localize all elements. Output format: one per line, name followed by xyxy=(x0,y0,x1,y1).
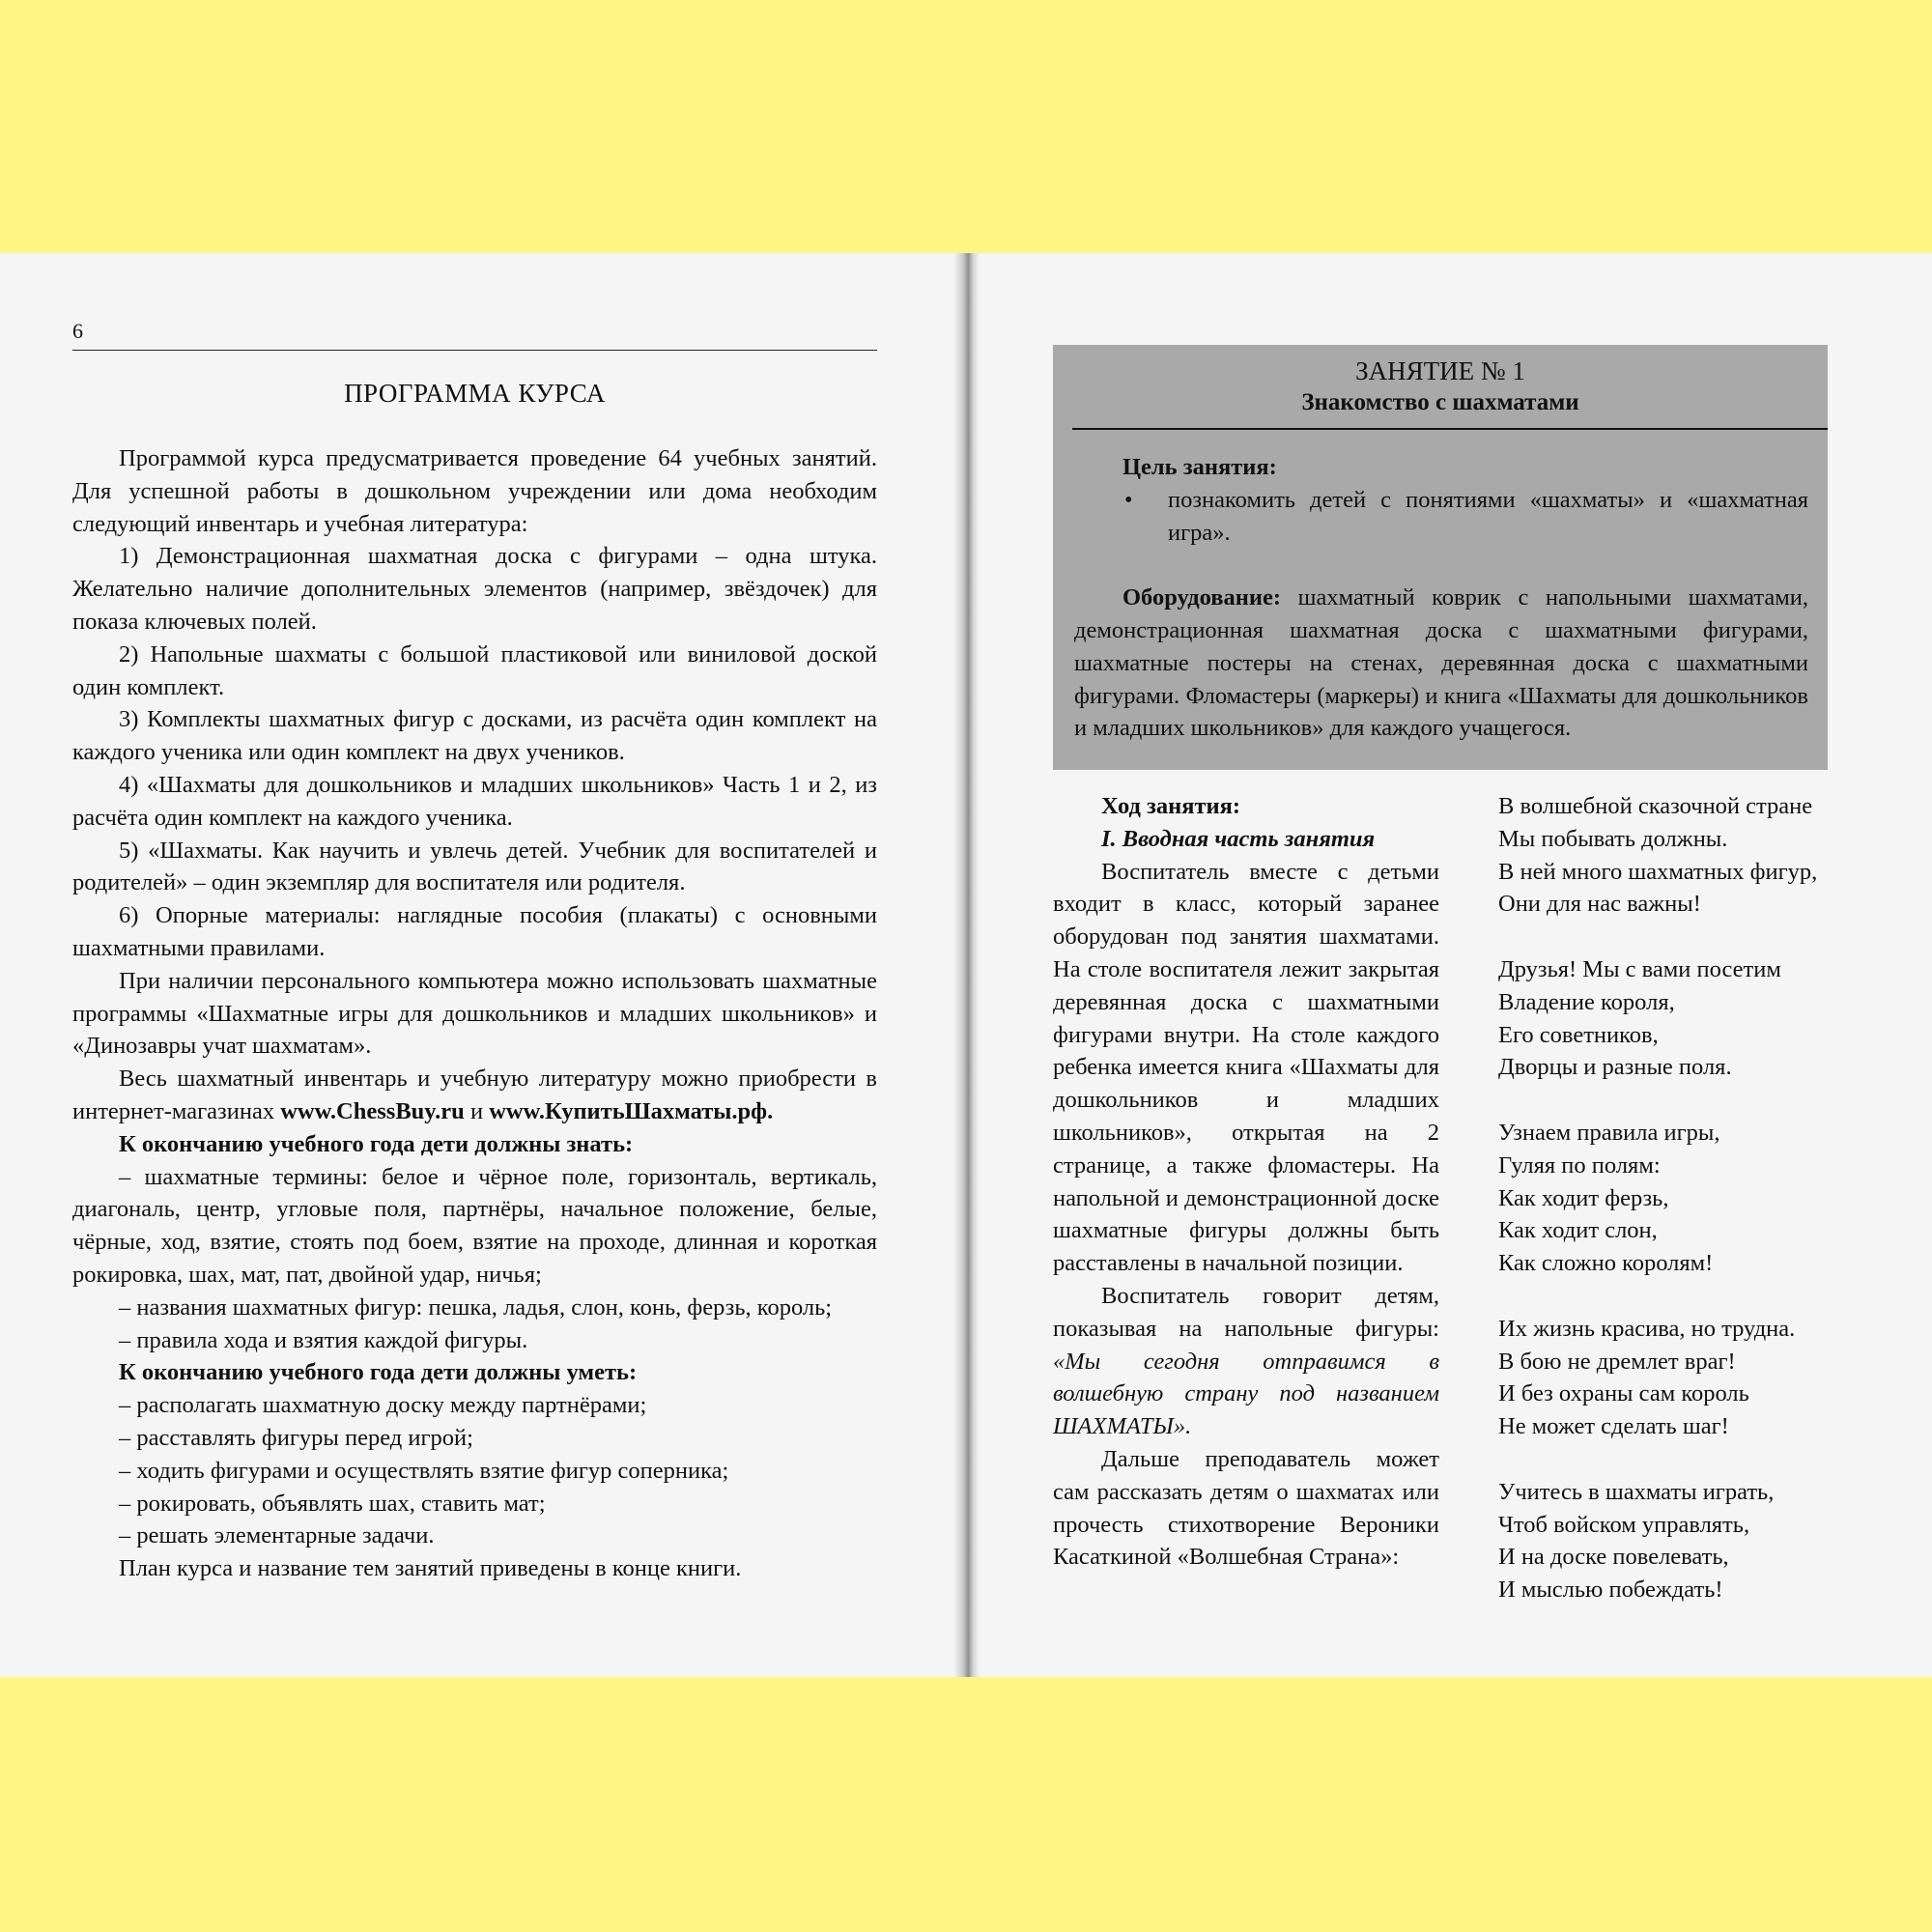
able-item: – ходить фигурами и осуществлять взятие фигур соперника; xyxy=(119,1457,729,1484)
poem-line: Как сложно королям! xyxy=(1498,1250,1714,1277)
computer-paragraph: При наличии персонального компьютера можно использовать шахматные программы «Шахматные игры для дошкольников и младших школьников» и «Динозавры учат шахматам». xyxy=(72,967,877,1060)
shop-link-chessbuy: www.ChessBuy.ru xyxy=(280,1097,465,1124)
list-item: 6) Опорные материалы: наглядные пособия (плакаты) с основными шахматными правилами. xyxy=(72,902,877,961)
poem-stanza xyxy=(1498,953,1865,1084)
poem-line: В волшебной сказочной стране xyxy=(1498,793,1813,819)
course-program-text xyxy=(72,442,877,1585)
lesson-paragraph: Воспитатель вместе с детьми входит в класс, который заранее оборудован под занятия шахматами. На столе воспитателя лежит закрытая деревянная доска с шахматными фигурами внутри. На столе каждого ребенка имеется книга «Шахматы для дошкольников и младших школьников», открытая на 2 странице, а также фломастеры. На напольной и демонстрационной доске шахматные фигуры должны быть расставлены в начальной позиции. xyxy=(1053,858,1439,1277)
closing-paragraph: План курса и название тем занятий приведены в конце книги. xyxy=(119,1555,742,1582)
list-item: 4) «Шахматы для дошкольников и младших школьников» Часть 1 и 2, из расчёта один комплект на каждого ученика. xyxy=(72,771,877,831)
poem-line: Гуляя по полям: xyxy=(1498,1151,1661,1179)
goal-label: Цель занятия: xyxy=(1122,454,1277,480)
poem-line: Чтоб войском управлять, xyxy=(1498,1511,1750,1538)
poem-line: И на доске повелевать, xyxy=(1498,1544,1729,1571)
poem-line: Учитесь в шахматы играть, xyxy=(1498,1478,1775,1505)
poem-stanza xyxy=(1498,790,1865,921)
book-gutter xyxy=(954,253,980,1677)
bullet-icon: • xyxy=(1124,486,1133,513)
page-number: 6 xyxy=(72,319,83,343)
know-item: – названия шахматных фигур: пешка, ладья, слон, конь, ферзь, король; xyxy=(119,1293,833,1321)
goal-text: познакомить детей с понятиями «шахматы» и «шахматная игра». xyxy=(1168,486,1808,546)
shop-and: и xyxy=(464,1097,490,1124)
able-item: – располагать шахматную доску между партнёрами; xyxy=(119,1392,647,1419)
lesson-rule xyxy=(1072,428,1828,430)
poem-line: Его советников, xyxy=(1498,1021,1659,1048)
know-item: – шахматные термины: белое и чёрное поле, горизонталь, вертикаль, диагональ, центр, угловые поля, партнёры, начальное положение, белые, чёрные, ход, взятие, стоять под боем, взятие на проходе, длинная и короткая рокировка, шах, мат, пат, двойной удар, ничья; xyxy=(72,1163,877,1288)
poem-line: Мы побывать должны. xyxy=(1498,825,1728,852)
header-rule xyxy=(72,350,877,351)
page-title: ПРОГРАММА КУРСА xyxy=(344,379,606,408)
list-item: 2) Напольные шахматы с большой пластиковой или виниловой доской один комплект. xyxy=(72,640,877,700)
course-label: Ход занятия: xyxy=(1101,793,1241,819)
shop-text: Весь шахматный инвентарь и учебную литературу можно приобрести в интернет-магазинах xyxy=(72,1065,877,1124)
poem-stanza xyxy=(1498,1117,1865,1280)
poem-line: В бою не дремлет враг! xyxy=(1498,1348,1736,1375)
poem-line: Узнаем правила игры, xyxy=(1498,1119,1720,1146)
lesson-info xyxy=(1074,451,1808,745)
poem-line: Как ходит слон, xyxy=(1498,1217,1658,1244)
lesson-title: ЗАНЯТИЕ № 1 xyxy=(1355,356,1525,385)
able-item: – расставлять фигуры перед игрой; xyxy=(119,1424,473,1451)
list-item: 5) «Шахматы. Как научить и увлечь детей. Учебник для воспитателей и родителей» – один экземпляр для воспитателя или родителя. xyxy=(72,837,877,896)
poem-stanza xyxy=(1498,1476,1865,1606)
part-label: I. Вводная часть занятия xyxy=(1101,825,1376,852)
poem-line: В ней много шахматных фигур, xyxy=(1498,858,1818,885)
poem-line: Как ходит ферзь, xyxy=(1498,1184,1669,1211)
shop-paragraph xyxy=(72,1063,877,1128)
poem-line: Владение короля, xyxy=(1498,988,1675,1015)
poem-column xyxy=(1498,790,1865,1639)
lesson-quote: «Мы сегодня отправимся в волшебную страну под названием ШАХМАТЫ». xyxy=(1053,1348,1439,1440)
lesson-header-box xyxy=(1053,345,1828,770)
poem-line: И без охраны сам король xyxy=(1498,1380,1749,1407)
poem-line: Их жизнь красива, но трудна. xyxy=(1498,1315,1796,1342)
able-heading: К окончанию учебного года дети должны уметь: xyxy=(119,1359,638,1386)
goal-item xyxy=(1074,484,1808,550)
poem-stanza xyxy=(1498,1313,1865,1443)
poem-line: Дворцы и разные поля. xyxy=(1498,1054,1732,1081)
poem-line: И мыслью побеждать! xyxy=(1498,1577,1723,1604)
lesson-paragraph: Дальше преподаватель может сам рассказать детям о шахматах или прочесть стихотворение Вероники Касаткиной «Волшебная Страна»: xyxy=(1053,1445,1439,1571)
lesson-text: Воспитатель говорит детям, показывая на напольные фигуры: xyxy=(1053,1282,1439,1342)
able-item: – решать элементарные задачи. xyxy=(119,1522,435,1549)
poem-line: Друзья! Мы с вами посетим xyxy=(1498,955,1781,982)
know-heading: К окончанию учебного года дети должны знать: xyxy=(119,1130,634,1157)
poem-line: Они для нас важны! xyxy=(1498,891,1701,918)
able-item: – рокировать, объявлять шах, ставить мат; xyxy=(119,1490,546,1517)
list-item: 3) Комплекты шахматных фигур с досками, из расчёта один комплект на каждого ученика или один комплект на двух учеников. xyxy=(72,706,877,766)
lesson-subtitle: Знакомство с шахматами xyxy=(1301,389,1579,415)
equipment-text: шахматный коврик с напольными шахматами, демонстрационная шахматная доска с шахматными фигурами, шахматные постеры на стенах, деревянная доска с шахматными фигурами. Фломастеры (маркеры) и книга «Шахматы для дошкольников и младших школьников» для каждого учащегося. xyxy=(1074,584,1808,742)
equipment-label: Оборудование: xyxy=(1122,584,1282,611)
equipment-paragraph xyxy=(1074,582,1808,745)
list-item: 1) Демонстрационная шахматная доска с фигурами – одна штука. Желательно наличие дополнительных элементов (например, звёздочек) для показа ключевых полей. xyxy=(72,543,877,635)
left-page xyxy=(0,253,954,1677)
intro-paragraph: Программой курса предусматривается проведение 64 учебных занятий. Для успешной работы в дошкольном учреждении или дома необходим следующий инвентарь и учебная литература: xyxy=(72,445,877,537)
lesson-body-column xyxy=(1053,790,1439,1574)
lesson-paragraph xyxy=(1053,1280,1439,1443)
poem-line: Не может сделать шаг! xyxy=(1498,1413,1729,1440)
know-item: – правила хода и взятия каждой фигуры. xyxy=(119,1326,528,1353)
shop-link-kupit: www.КупитьШахматы.рф. xyxy=(489,1097,774,1124)
book-spread xyxy=(0,253,1932,1677)
